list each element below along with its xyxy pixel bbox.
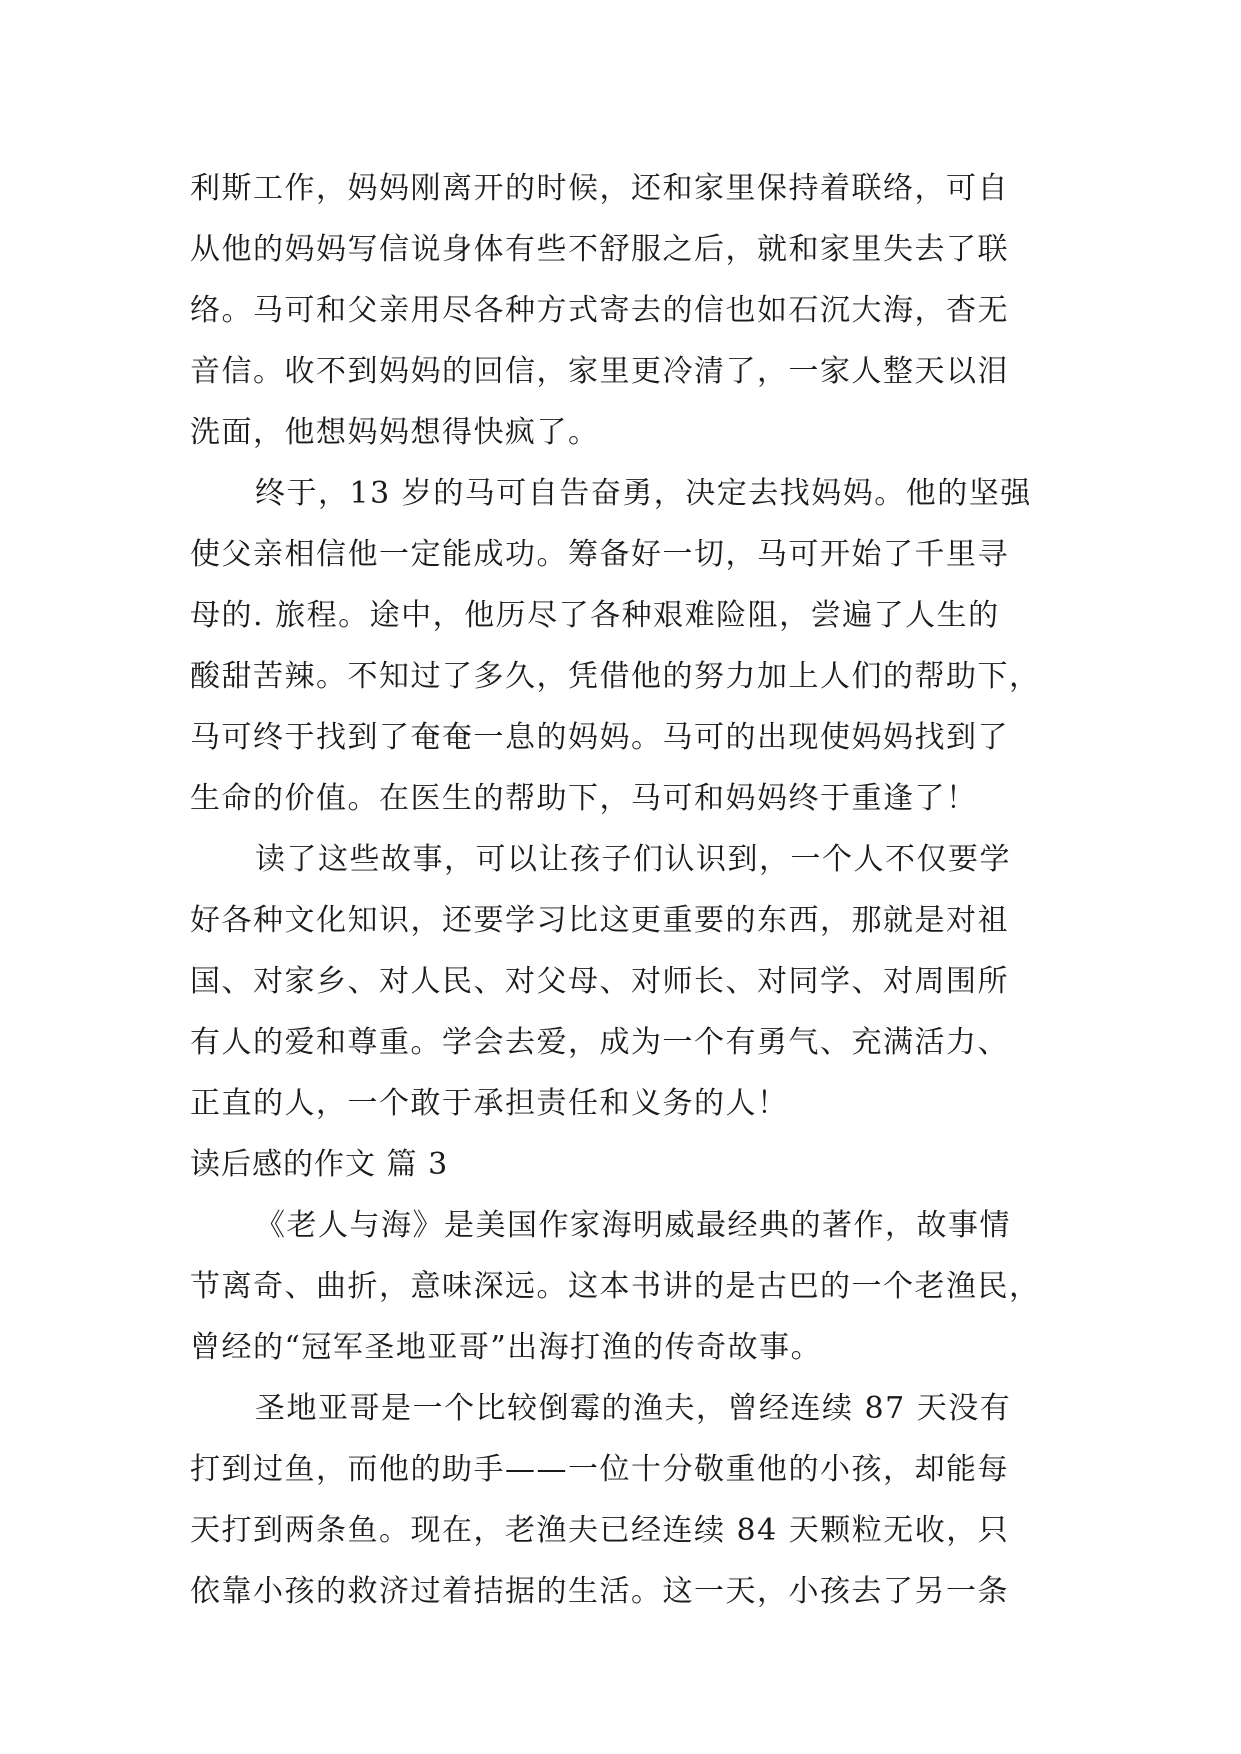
text-line: 有人的爱和尊重。学会去爱，成为一个有勇气、充满活力、 [190,1025,1009,1060]
text-line: 节离奇、曲折，意味深远。这本书讲的是古巴的一个老渔民， [190,1269,1041,1304]
text-line: 马可终于找到了奄奄一息的妈妈。马可的出现使妈妈找到了 [190,720,1009,755]
text-line: 国、对家乡、对人民、对父母、对师长、对同学、对周围所 [190,964,1009,999]
text-line: 天打到两条鱼。现在，老渔夫已经连续 84 天颗粒无收，只 [190,1513,1010,1548]
text-line: 读了这些故事，可以让孩子们认识到，一个人不仅要学 [255,842,1011,877]
text-line: 音信。收不到妈妈的回信，家里更冷清了，一家人整天以泪 [190,354,1009,389]
text-line: 利斯工作，妈妈刚离开的时候，还和家里保持着联络，可自 [190,171,1009,206]
text-line: 圣地亚哥是一个比较倒霉的渔夫，曾经连续 87 天没有 [255,1391,1012,1426]
text-line: 曾经的“冠军圣地亚哥”出海打渔的传奇故事。 [190,1330,823,1365]
text-line: 络。马可和父亲用尽各种方式寄去的信也如石沉大海，杳无 [190,293,1009,328]
text-line: 生命的价值。在医生的帮助下，马可和妈妈终于重逢了！ [190,781,978,816]
text-line: 《老人与海》是美国作家海明威最经典的著作，故事情 [255,1208,1011,1243]
text-line: 酸甜苦辣。不知过了多久，凭借他的努力加上人们的帮助下， [190,659,1041,694]
text-line: 使父亲相信他一定能成功。筹备好一切，马可开始了千里寻 [190,537,1009,572]
text-line: 从他的妈妈写信说身体有些不舒服之后，就和家里失去了联 [190,232,1009,267]
document-body [190,158,1070,1622]
section-heading: 读后感的作文 篇 3 [190,1147,449,1182]
text-line: 依靠小孩的救济过着拮据的生活。这一天，小孩去了另一条 [190,1574,1009,1609]
text-line: 好各种文化知识，还要学习比这更重要的东西，那就是对祖 [190,903,1009,938]
text-line: 洗面，他想妈妈想得快疯了。 [190,415,600,450]
text-line: 终于，13 岁的马可自告奋勇，决定去找妈妈。他的坚强 [255,476,1032,511]
text-line: 打到过鱼，而他的助手——一位十分敬重他的小孩，却能每 [190,1452,1009,1487]
text-line: 母的. 旅程。途中，他历尽了各种艰难险阻，尝遍了人生的 [190,598,1000,633]
text-line: 正直的人，一个敢于承担责任和义务的人！ [190,1086,789,1121]
